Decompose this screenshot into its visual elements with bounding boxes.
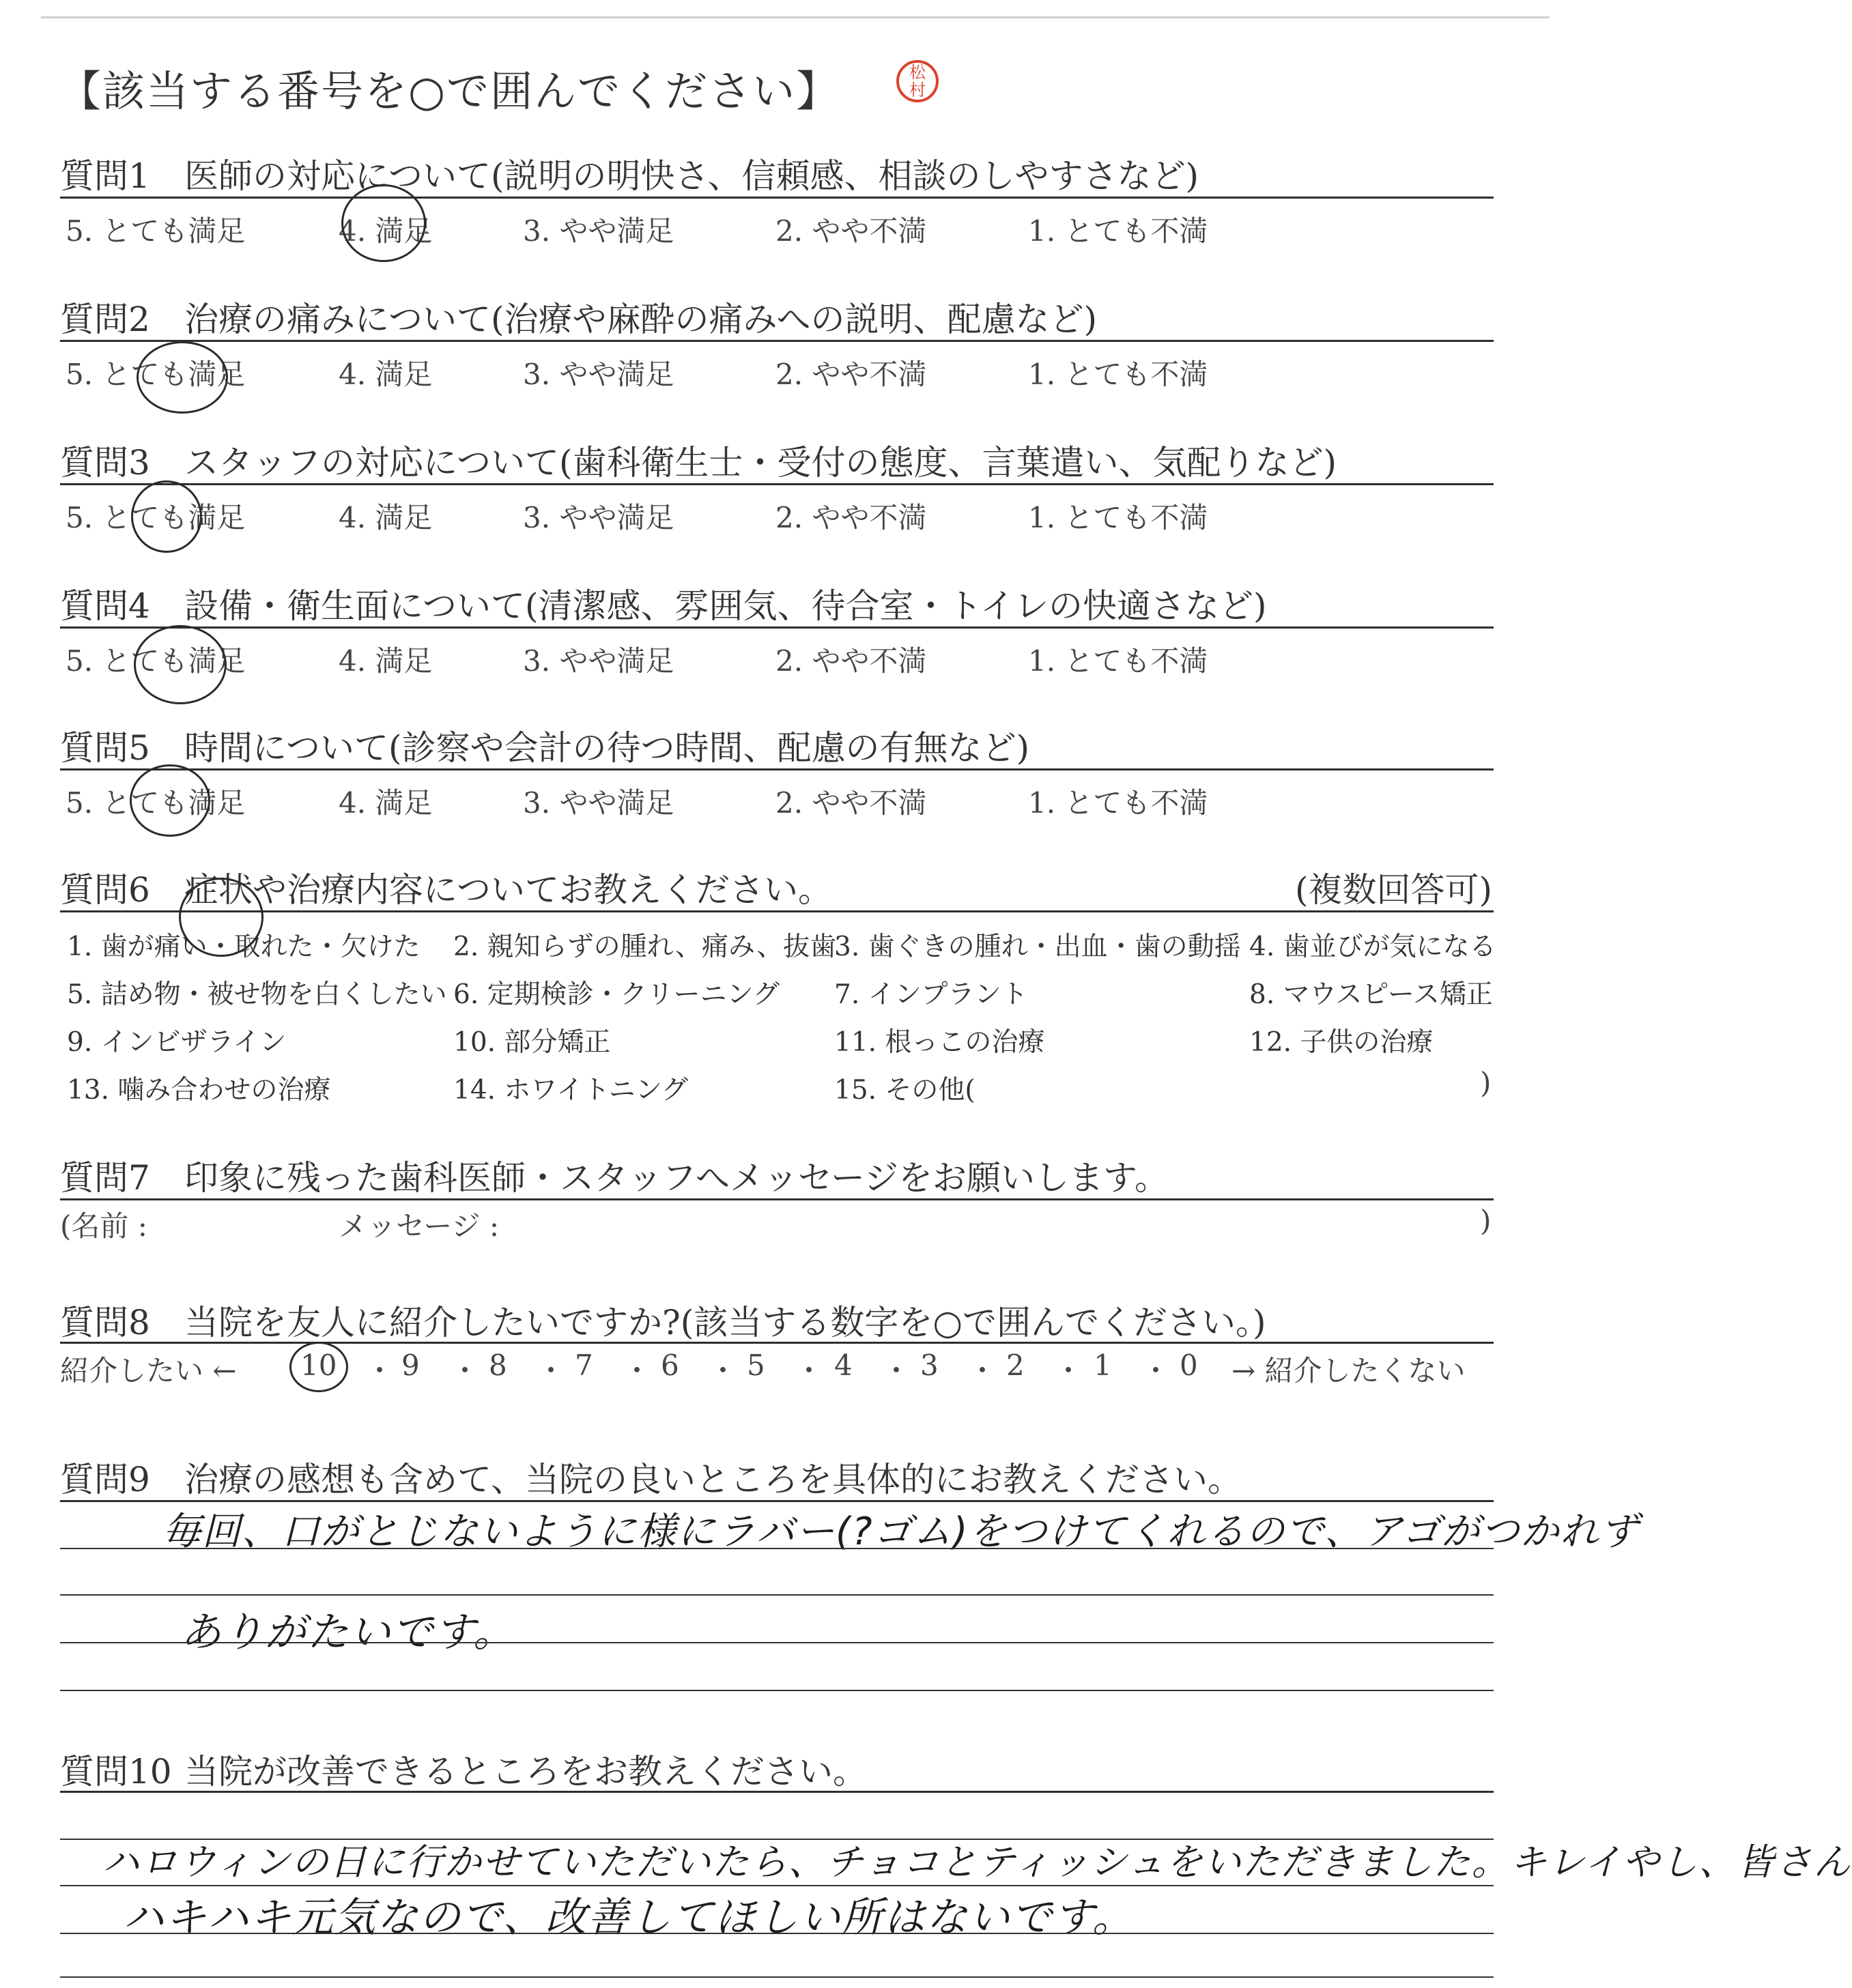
scale-10[interactable]: 10 xyxy=(300,1349,337,1382)
question-text: 当院が改善できるところをお教えください。 xyxy=(184,1752,867,1791)
name-seal-stamp xyxy=(896,60,939,102)
question-number: 質問3 xyxy=(60,443,150,482)
scale-9[interactable]: 9 xyxy=(401,1349,420,1382)
question-number: 質問4 xyxy=(60,586,150,626)
scale-dot: ・ xyxy=(537,1354,566,1387)
question-rule xyxy=(60,910,1494,912)
option-4[interactable]: 4. 満足 xyxy=(339,358,433,391)
top-border xyxy=(41,16,1550,18)
writing-line xyxy=(60,1976,1494,1978)
question-text: 当院を友人に紹介したいですか?(該当する数字を○で囲んでください。) xyxy=(184,1303,1266,1342)
scale-dot: ・ xyxy=(1054,1354,1083,1387)
question-10 xyxy=(60,1744,867,1793)
handwritten-answer-line-1: 毎回、口がとじないように様にラバー(?ゴム)をつけてくれるので、アゴがつかれず xyxy=(162,1510,1640,1554)
question-4 xyxy=(60,579,1267,628)
option-4[interactable]: 4. 満足 xyxy=(339,786,433,820)
option-2[interactable]: 2. やや不満 xyxy=(775,214,927,248)
symptom-item-4[interactable]: 4. 歯並びが気になる xyxy=(1249,932,1496,962)
answer-circle-q4 xyxy=(134,625,227,704)
symptom-item-13[interactable]: 13. 噛み合わせの治療 xyxy=(67,1075,331,1106)
scale-dot: ・ xyxy=(365,1354,395,1387)
option-5[interactable]: 5. とても満足 xyxy=(66,644,246,678)
rating-options-q1 xyxy=(66,209,1499,248)
rating-options-q5 xyxy=(66,781,1499,820)
option-2[interactable]: 2. やや不満 xyxy=(775,358,927,391)
name-label: (名前 : xyxy=(60,1209,147,1243)
option-5[interactable]: 5. とても満足 xyxy=(66,214,246,248)
option-4[interactable]: 4. 満足 xyxy=(339,644,433,678)
question-text: 治療の痛みについて(治療や麻酔の痛みへの説明、配慮など) xyxy=(184,300,1098,339)
symptom-item-8[interactable]: 8. マウスピース矯正 xyxy=(1249,979,1493,1010)
handwritten-answer-line-1: ハロウィンの日に行かせていただいたら、チョコとティッシュをいただきました。キレイやし、皆さん xyxy=(102,1841,1852,1884)
option-3[interactable]: 3. やや満足 xyxy=(523,501,674,534)
question-6 xyxy=(60,863,832,912)
scale-dot: ・ xyxy=(882,1354,911,1387)
question-text: スタッフの対応について(歯科衛生士・受付の態度、言葉遣い、気配りなど) xyxy=(184,443,1337,482)
other-close-paren: ) xyxy=(1480,1066,1492,1099)
option-3[interactable]: 3. やや満足 xyxy=(523,786,674,820)
rating-options-q3 xyxy=(66,495,1499,534)
answer-circle-q5 xyxy=(130,764,210,837)
message-close-paren: ) xyxy=(1480,1204,1492,1237)
question-number: 質問2 xyxy=(60,300,150,339)
question-text: 治療の感想も含めて、当院の良いところを具体的にお教えください。 xyxy=(184,1460,1242,1499)
question-9 xyxy=(60,1452,1242,1501)
scale-dot: ・ xyxy=(709,1354,738,1387)
symptom-item-1[interactable]: 1. 歯が痛い・取れた・欠けた xyxy=(67,932,421,962)
question-number: 質問5 xyxy=(60,728,150,768)
scale-8[interactable]: 8 xyxy=(489,1349,507,1382)
question-1 xyxy=(60,149,1199,198)
question-rule xyxy=(60,768,1494,770)
multiple-answer-note: (複数回答可) xyxy=(1294,870,1492,910)
scale-dot: ・ xyxy=(968,1354,997,1387)
question-rule xyxy=(60,483,1494,485)
question-rule xyxy=(60,626,1494,629)
seal-char-2: 村 xyxy=(909,81,926,100)
scale-dot: ・ xyxy=(1141,1354,1171,1387)
scale-3[interactable]: 3 xyxy=(920,1349,939,1382)
question-rule xyxy=(60,197,1494,199)
scale-5[interactable]: 5 xyxy=(747,1349,765,1382)
recommend-right-label: → 紹介したくない xyxy=(1231,1354,1466,1387)
question-2 xyxy=(60,292,1097,341)
scale-dot: ・ xyxy=(451,1354,480,1387)
question-rule xyxy=(60,1791,1494,1793)
option-3[interactable]: 3. やや満足 xyxy=(523,644,674,678)
writing-line xyxy=(60,1594,1494,1596)
symptom-item-15[interactable]: 15. その他( xyxy=(834,1075,975,1106)
scale-dot: ・ xyxy=(795,1354,824,1387)
symptom-item-2[interactable]: 2. 親知らずの腫れ、痛み、抜歯 xyxy=(453,932,837,962)
seal-char-1: 松 xyxy=(909,63,926,82)
question-rule xyxy=(60,1342,1494,1344)
question-8 xyxy=(60,1295,1266,1344)
question-number: 質問6 xyxy=(60,870,150,910)
symptom-item-3[interactable]: 3. 歯ぐきの腫れ・出血・歯の動揺 xyxy=(834,932,1241,962)
question-3 xyxy=(60,435,1337,485)
question-number: 質問10 xyxy=(60,1752,172,1791)
scale-0[interactable]: 0 xyxy=(1180,1349,1198,1382)
symptom-item-5[interactable]: 5. 詰め物・被せ物を白くしたい xyxy=(67,979,447,1010)
scale-2[interactable]: 2 xyxy=(1006,1349,1025,1382)
recommend-left-label: 紹介したい ← xyxy=(60,1354,237,1387)
option-1[interactable]: 1. とても不満 xyxy=(1028,214,1208,248)
scale-7[interactable]: 7 xyxy=(575,1349,593,1382)
question-number: 質問7 xyxy=(60,1158,150,1198)
option-2[interactable]: 2. やや不満 xyxy=(775,501,927,534)
question-text: 設備・衛生面について(清潔感、雰囲気、待合室・トイレの快適さなど) xyxy=(184,586,1267,626)
question-5 xyxy=(60,721,1029,770)
option-2[interactable]: 2. やや不満 xyxy=(775,786,927,820)
scale-4[interactable]: 4 xyxy=(834,1349,853,1382)
scale-dot: ・ xyxy=(623,1354,652,1387)
symptom-item-14[interactable]: 14. ホワイトニング xyxy=(453,1075,688,1106)
writing-line xyxy=(60,1548,1494,1549)
question-text: 医師の対応について(説明の明快さ、信頼感、相談のしやすさなど) xyxy=(184,156,1199,196)
option-5[interactable]: 5. とても満足 xyxy=(66,358,246,391)
question-number: 質問8 xyxy=(60,1303,150,1342)
option-1[interactable]: 1. とても不満 xyxy=(1028,358,1208,391)
answer-circle-q8 xyxy=(289,1342,348,1392)
handwritten-answer-line-2: ありがたいです。 xyxy=(180,1609,516,1656)
symptom-item-11[interactable]: 11. 根っこの治療 xyxy=(834,1027,1045,1058)
handwritten-answer-line-2: ハキハキ元気なので、改善してほしい所はないです。 xyxy=(123,1894,1135,1942)
symptom-item-7[interactable]: 7. インプラント xyxy=(834,979,1028,1010)
question-rule xyxy=(60,340,1494,342)
option-1[interactable]: 1. とても不満 xyxy=(1028,786,1208,820)
option-4[interactable]: 4. 満足 xyxy=(339,501,433,534)
symptom-item-9[interactable]: 9. インビザライン xyxy=(67,1027,287,1058)
question-number: 質問9 xyxy=(60,1460,150,1499)
symptom-item-6[interactable]: 6. 定期検診・クリーニング xyxy=(453,979,780,1010)
answer-circle-q1 xyxy=(341,184,426,262)
question-text: 印象に残った歯科医師・スタッフへメッセージをお願いします。 xyxy=(184,1158,1169,1198)
option-5[interactable]: 5. とても満足 xyxy=(66,786,246,820)
scale-1[interactable]: 1 xyxy=(1094,1349,1112,1382)
writing-line xyxy=(60,1933,1494,1934)
question-text: 症状や治療内容についてお教えください。 xyxy=(184,870,832,910)
question-number: 質問1 xyxy=(60,156,150,196)
option-1[interactable]: 1. とても不満 xyxy=(1028,644,1208,678)
answer-circle-q2 xyxy=(137,341,228,414)
option-1[interactable]: 1. とても不満 xyxy=(1028,501,1208,534)
rating-options-q2 xyxy=(66,352,1499,391)
writing-line xyxy=(60,1690,1494,1691)
page-title: 【該当する番号を○で囲んでください】 xyxy=(59,66,840,116)
symptom-item-10[interactable]: 10. 部分矯正 xyxy=(453,1027,611,1058)
question-rule xyxy=(60,1198,1494,1200)
question-7 xyxy=(60,1151,1169,1200)
option-3[interactable]: 3. やや満足 xyxy=(523,358,674,391)
option-5[interactable]: 5. とても満足 xyxy=(66,501,246,534)
option-3[interactable]: 3. やや満足 xyxy=(523,214,674,248)
answer-circle-q3 xyxy=(131,480,202,553)
scale-6[interactable]: 6 xyxy=(661,1349,679,1382)
question-text: 時間について(診察や会計の待つ時間、配慮の有無など) xyxy=(184,728,1030,768)
symptom-item-12[interactable]: 12. 子供の治療 xyxy=(1249,1027,1434,1058)
rating-options-q4 xyxy=(66,639,1499,678)
message-label: メッセージ : xyxy=(339,1209,499,1243)
writing-line xyxy=(60,1642,1494,1643)
option-4[interactable]: 4. 満足 xyxy=(339,214,433,248)
option-2[interactable]: 2. やや不満 xyxy=(775,644,927,678)
